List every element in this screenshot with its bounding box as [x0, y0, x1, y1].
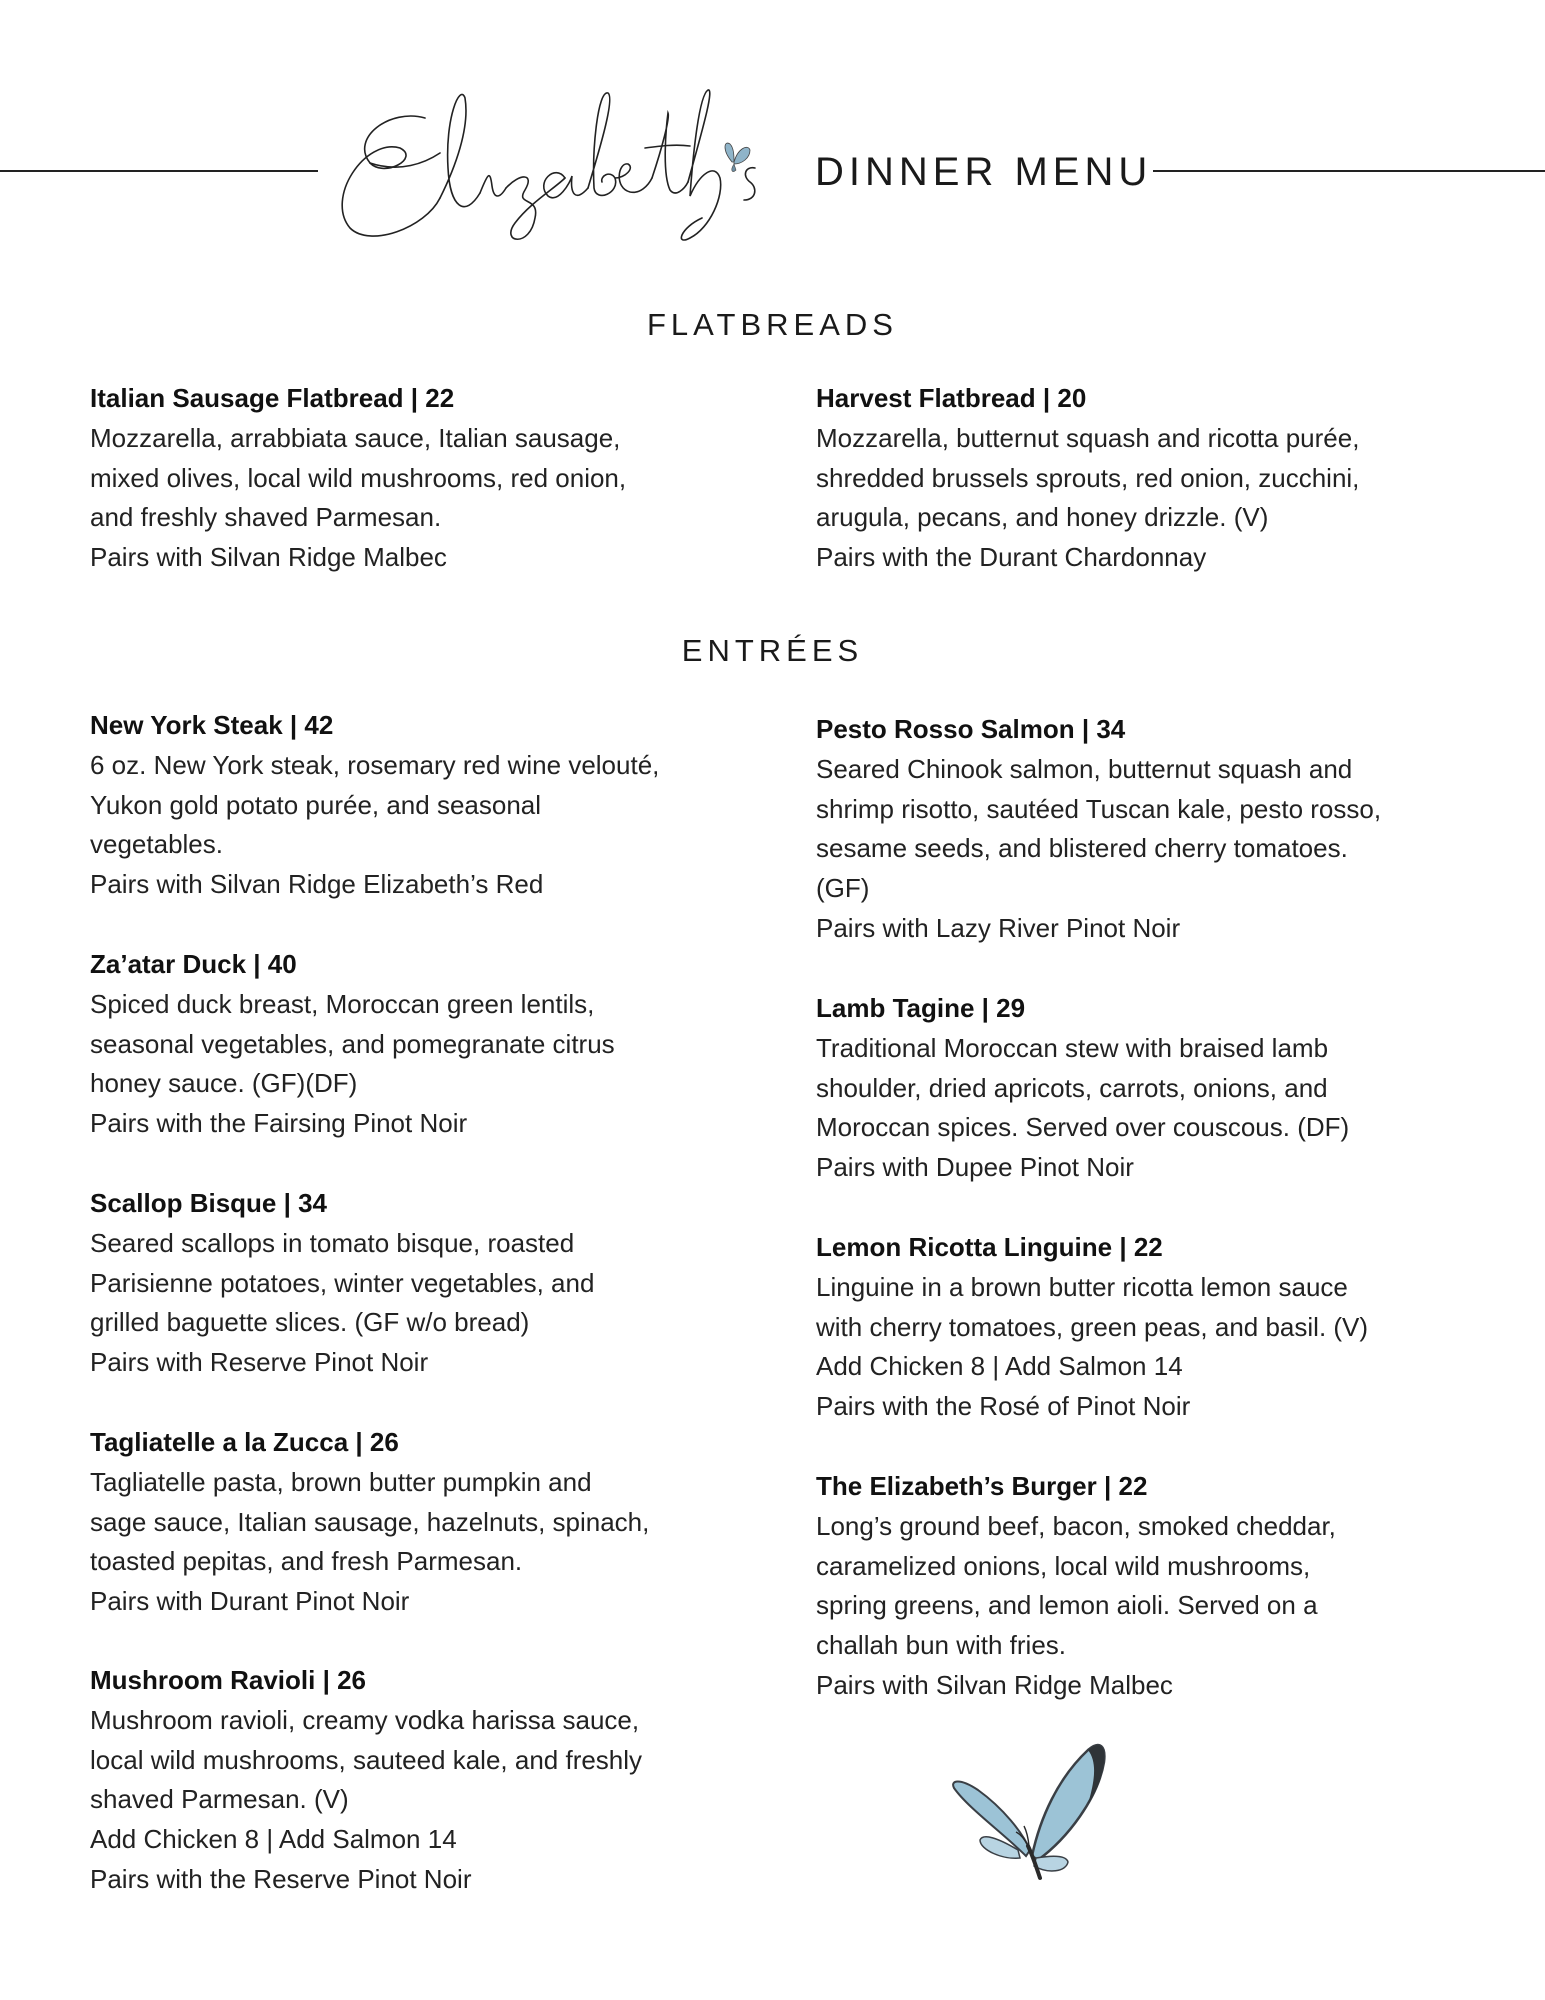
item-title: The Elizabeth’s Burger | 22 [816, 1471, 1148, 1501]
menu-item [816, 1467, 1476, 1706]
item-pairing: Pairs with Silvan Ridge Malbec [90, 542, 447, 573]
item-pairing: Pairs with the Rosé of Pinot Noir [816, 1391, 1191, 1422]
item-title: Harvest Flatbread | 20 [816, 383, 1087, 413]
item-pairing: Pairs with Durant Pinot Noir [90, 1586, 410, 1617]
item-description-line: mixed olives, local wild mushrooms, red onion, [90, 462, 627, 493]
item-title: Pesto Rosso Salmon | 34 [816, 714, 1126, 744]
item-description-line: Linguine in a brown butter ricotta lemon sauce [816, 1271, 1348, 1302]
item-description-line: honey sauce. (GF)(DF) [90, 1068, 358, 1099]
item-description-line: vegetables. [90, 829, 223, 860]
item-pairing: Pairs with Lazy River Pinot Noir [816, 912, 1181, 943]
item-description-line: 6 oz. New York steak, rosemary red wine velouté, [90, 749, 660, 780]
item-title: Italian Sausage Flatbread | 22 [90, 383, 455, 413]
item-title: Za’atar Duck | 40 [90, 949, 297, 979]
item-description-line: Long’s ground beef, bacon, smoked cheddar, [816, 1510, 1336, 1541]
butterfly-icon [948, 1738, 1118, 1883]
item-description-line: Mozzarella, butternut squash and ricotta purée, [816, 422, 1360, 453]
item-description-line: sesame seeds, and blistered cherry tomatoes. [816, 833, 1348, 864]
item-title: New York Steak | 42 [90, 710, 334, 740]
item-pairing: Pairs with the Fairsing Pinot Noir [90, 1108, 468, 1139]
item-pairing: Pairs with the Reserve Pinot Noir [90, 1863, 472, 1894]
menu-item [816, 379, 1476, 578]
item-description-line: Moroccan spices. Served over couscous. (DF) [816, 1112, 1350, 1143]
item-description-line: Mushroom ravioli, creamy vodka harissa sauce, [90, 1704, 640, 1735]
header-rule-left [0, 170, 318, 172]
item-description-line: local wild mushrooms, sauteed kale, and freshly [90, 1744, 643, 1775]
item-description-line: caramelized onions, local wild mushrooms, [816, 1550, 1311, 1581]
item-description-line: Yukon gold potato purée, and seasonal [90, 789, 542, 820]
item-description-line: Tagliatelle pasta, brown butter pumpkin and [90, 1466, 592, 1497]
item-pairing: Pairs with Silvan Ridge Malbec [816, 1669, 1173, 1700]
item-description-line: (GF) [816, 873, 870, 904]
menu-item [90, 945, 750, 1144]
item-pairing: Pairs with Dupee Pinot Noir [816, 1152, 1134, 1183]
item-description-line: shaved Parmesan. (V) [90, 1784, 349, 1815]
menu-item [816, 710, 1476, 949]
item-title: Lemon Ricotta Linguine | 22 [816, 1232, 1163, 1262]
item-title: Tagliatelle a la Zucca | 26 [90, 1427, 399, 1457]
header-rule-right [1153, 170, 1545, 172]
section-title-entrees: ENTRÉES [681, 633, 864, 668]
item-description-line: seasonal vegetables, and pomegranate citrus [90, 1028, 615, 1059]
item-description-line: toasted pepitas, and fresh Parmesan. [90, 1546, 523, 1577]
item-pairing: Pairs with Reserve Pinot Noir [90, 1347, 429, 1378]
item-description-line: Parisienne potatoes, winter vegetables, and [90, 1267, 595, 1298]
menu-item [816, 1228, 1476, 1427]
item-description-line: Seared Chinook salmon, butternut squash and [816, 753, 1353, 784]
item-title: Lamb Tagine | 29 [816, 993, 1026, 1023]
item-addon: Add Chicken 8 | Add Salmon 14 [90, 1824, 457, 1855]
menu-item [816, 989, 1476, 1188]
menu-item [90, 1661, 750, 1900]
item-description-line: grilled baguette slices. (GF w/o bread) [90, 1307, 530, 1338]
item-description-line: Spiced duck breast, Moroccan green lentils, [90, 988, 595, 1019]
item-description-line: Traditional Moroccan stew with braised lamb [816, 1032, 1329, 1063]
elizabeths-script-logo [330, 78, 770, 248]
item-description-line: spring greens, and lemon aioli. Served on a [816, 1590, 1318, 1621]
item-description-line: shrimp risotto, sautéed Tuscan kale, pesto rosso, [816, 793, 1382, 824]
menu-item [90, 1423, 750, 1622]
item-description-line: Mozzarella, arrabbiata sauce, Italian sausage, [90, 422, 621, 453]
menu-item [90, 706, 750, 905]
item-description-line: with cherry tomatoes, green peas, and basil. (V) [816, 1311, 1369, 1342]
item-pairing: Pairs with the Durant Chardonnay [816, 542, 1207, 573]
item-description-line: challah bun with fries. [816, 1630, 1067, 1661]
menu-item [90, 379, 750, 578]
item-title: Scallop Bisque | 34 [90, 1188, 328, 1218]
menu-item [90, 1184, 750, 1383]
item-pairing: Pairs with Silvan Ridge Elizabeth’s Red [90, 869, 544, 900]
item-description-line: and freshly shaved Parmesan. [90, 502, 442, 533]
item-addon: Add Chicken 8 | Add Salmon 14 [816, 1351, 1183, 1382]
item-title: Mushroom Ravioli | 26 [90, 1665, 366, 1695]
item-description-line: Seared scallops in tomato bisque, roasted [90, 1227, 575, 1258]
section-title-flatbreads: FLATBREADS [647, 307, 898, 342]
item-description-line: shoulder, dried apricots, carrots, onions, and [816, 1072, 1328, 1103]
item-description-line: shredded brussels sprouts, red onion, zucchini, [816, 462, 1360, 493]
item-description-line: arugula, pecans, and honey drizzle. (V) [816, 502, 1269, 533]
page-title: DINNER MENU [815, 150, 1153, 194]
item-description-line: sage sauce, Italian sausage, hazelnuts, spinach, [90, 1506, 650, 1537]
